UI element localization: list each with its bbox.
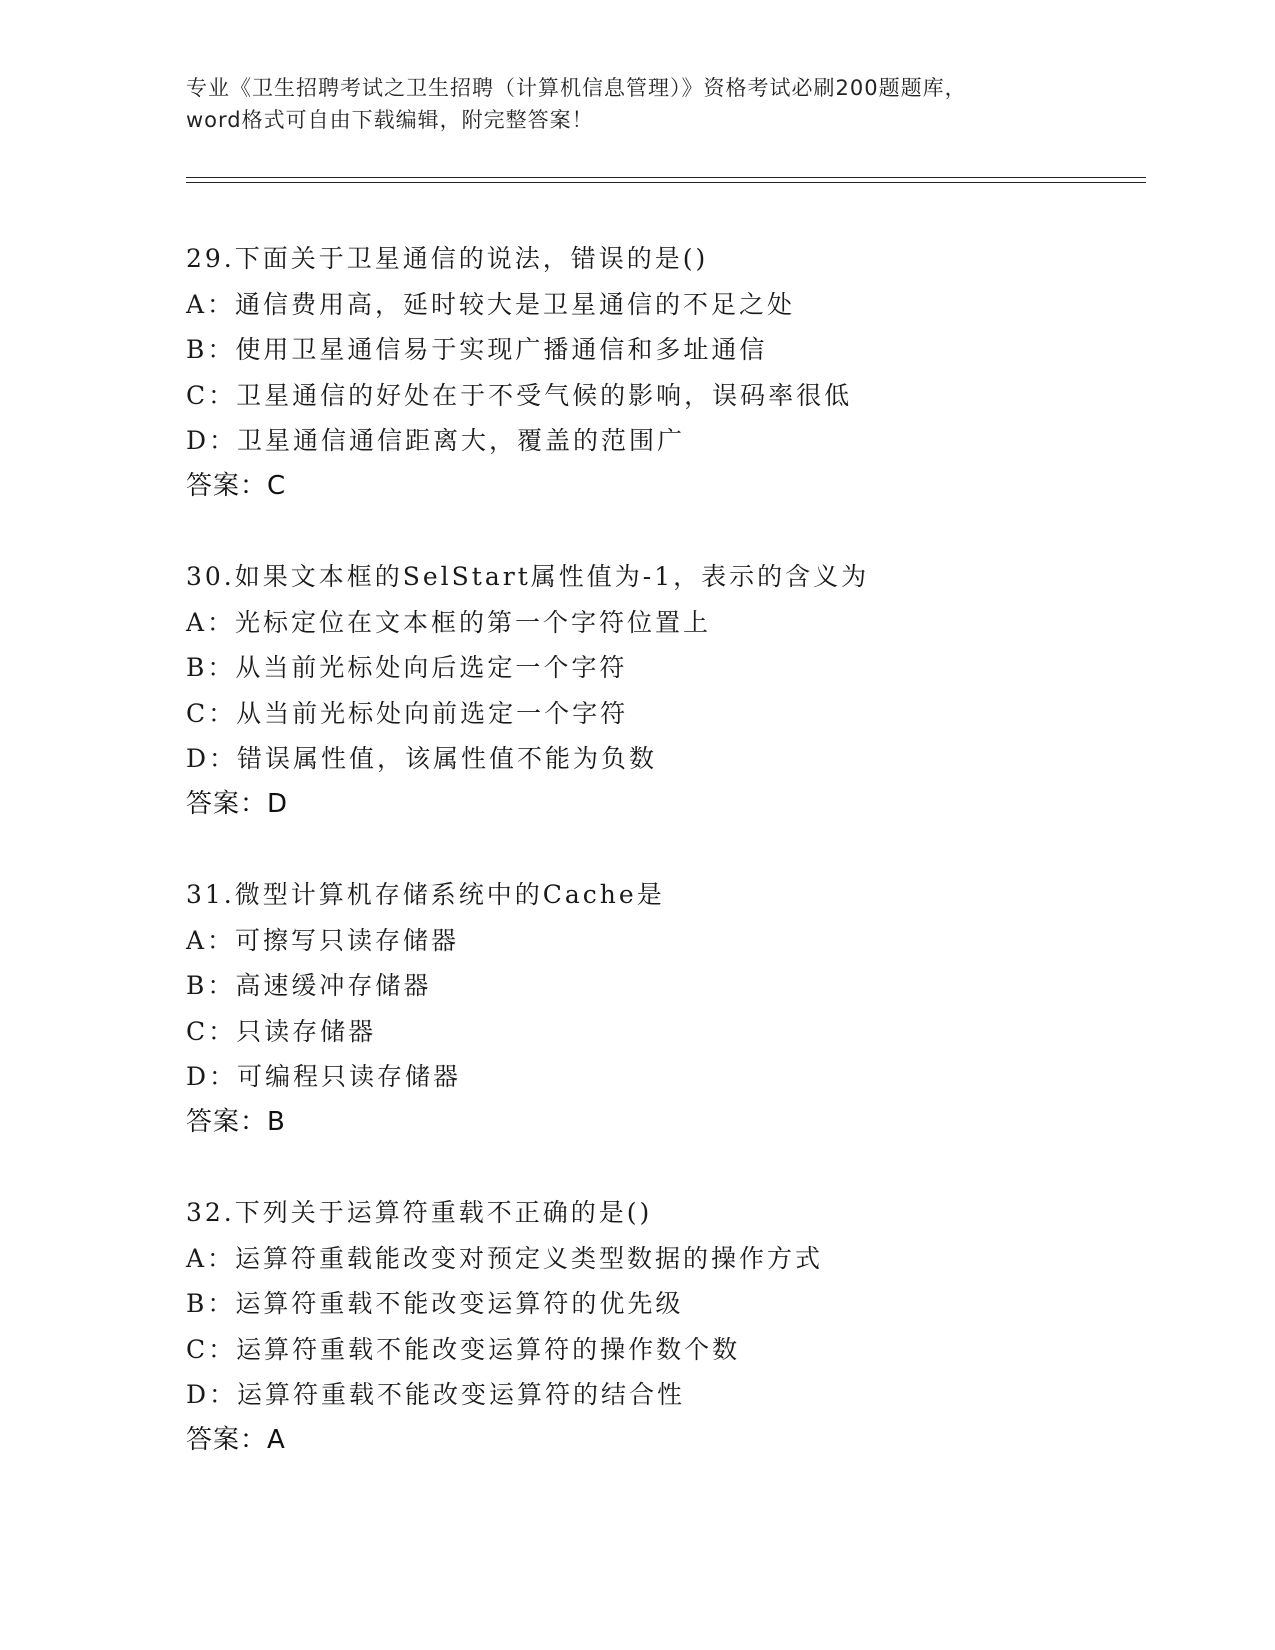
option-d: D：卫星通信通信距离大，覆盖的范围广 [186, 426, 686, 455]
option-b: B：高速缓冲存储器 [186, 971, 432, 1000]
option-a: A：运算符重载能改变对预定义类型数据的操作方式 [186, 1243, 824, 1273]
header-line-2: word格式可自由下载编辑，附完整答案！ [186, 108, 594, 132]
option-a: A：通信费用高，延时较大是卫星通信的不足之处 [186, 289, 796, 319]
option-c: C：运算符重载不能改变运算符的操作数个数 [186, 1334, 741, 1364]
header-line-1: 专业《卫生招聘考试之卫生招聘（计算机信息管理）》资格考试必刷200题题库， [186, 76, 967, 100]
answer-label: 答案：A [186, 1424, 286, 1455]
option-a: A：可擦写只读存储器 [186, 925, 460, 955]
question-30 [186, 554, 1146, 827]
document-header [186, 72, 1086, 136]
option-a: A：光标定位在文本框的第一个字符位置上 [186, 607, 712, 637]
question-31 [186, 872, 1146, 1145]
option-c: C：只读存储器 [186, 1016, 377, 1046]
header-divider-top [186, 177, 1146, 178]
option-d: D：运算符重载不能改变运算符的结合性 [186, 1380, 686, 1409]
question-list [186, 236, 1146, 1508]
option-b: B：从当前光标处向后选定一个字符 [186, 653, 628, 682]
answer-label: 答案：C [186, 470, 287, 501]
question-stem: 29.下面关于卫星通信的说法，错误的是() [186, 244, 709, 273]
option-c: C：从当前光标处向前选定一个字符 [186, 698, 629, 728]
question-stem: 31.微型计算机存储系统中的Cache是 [186, 880, 665, 909]
option-b: B：运算符重载不能改变运算符的优先级 [186, 1289, 684, 1318]
option-b: B：使用卫星通信易于实现广播通信和多址通信 [186, 335, 768, 364]
option-c: C：卫星通信的好处在于不受气候的影响，误码率很低 [186, 380, 853, 410]
option-d: D：错误属性值，该属性值不能为负数 [186, 744, 658, 773]
answer-label: 答案：B [186, 1106, 286, 1137]
question-29 [186, 236, 1146, 509]
option-d: D：可编程只读存储器 [186, 1062, 462, 1091]
question-stem: 32.下列关于运算符重载不正确的是() [186, 1198, 653, 1227]
answer-label: 答案：D [186, 788, 289, 819]
question-32 [186, 1190, 1146, 1463]
question-stem: 30.如果文本框的SelStart属性值为-1，表示的含义为 [186, 562, 870, 591]
header-divider-bottom [186, 182, 1146, 183]
